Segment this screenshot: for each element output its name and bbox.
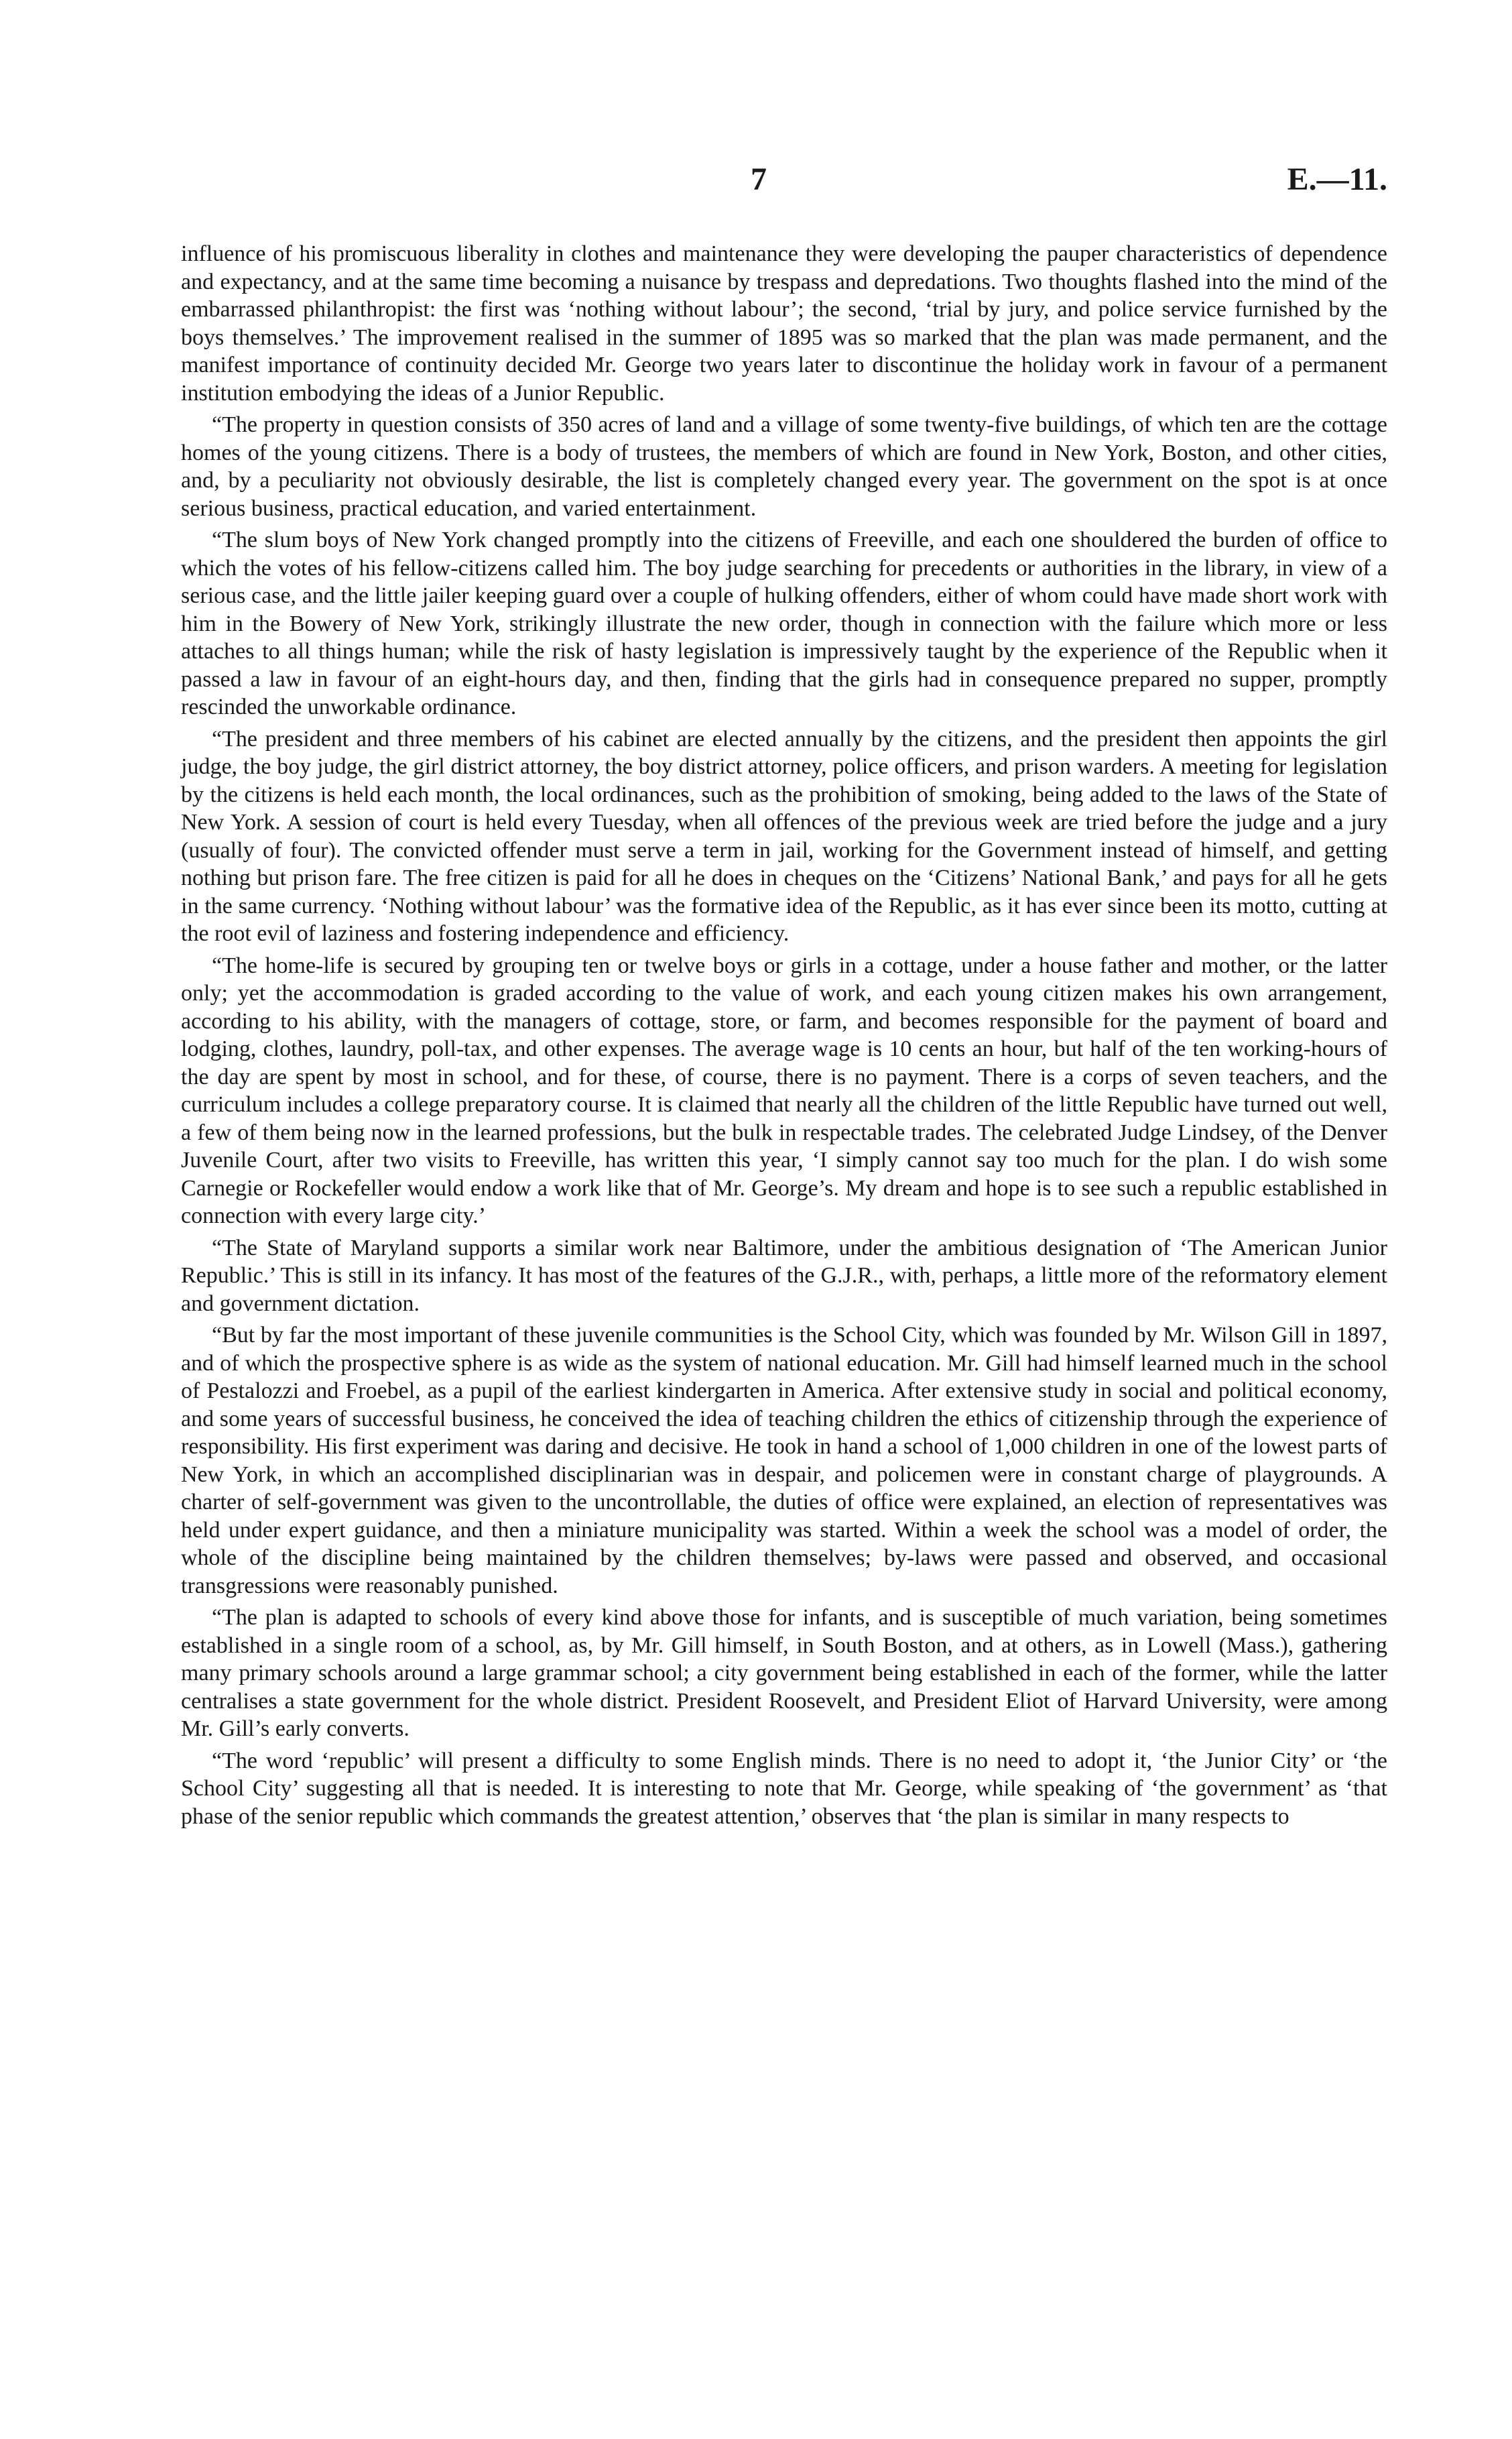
paragraph-7: “But by far the most important of these juvenile communities is the School City, which was founded by Mr. Wilson Gill in 1897, and of which the prospective sphere is as wide as the system of national education. Mr. Gill had himself learned much in the school of Pestalozzi and Froebel, as a pupil of the earliest kindergarten in America. After extensive study in social and political economy, and some years of successful business, he conceived the idea of teaching children the ethics of citizenship through the experience of responsibility. His first experiment was daring and decisive. He took in hand a school of 1,000 children in one of the lowest parts of New York, in which an accomplished disciplinarian was in despair, and policemen were in constant charge of playgrounds. A charter of self-government was given to the uncontrollable, the duties of office were explained, an election of representatives was held under expert guidance, and then a miniature municipality was started. Within a week the school was a model of order, the whole of the discipline being maintained by the children themselves; by-laws were passed and observed, and occasional transgressions were reasonably punished. [181,1323,1387,1598]
paragraph-6: “The State of Maryland supports a similar work near Baltimore, under the ambitious designation of ‘The American Junior Republic.’ This is still in its infancy. It has most of the features of the G.J.R., with, perhaps, a little more of the reformatory element and government dictation. [181,1235,1387,1316]
report-code: E.—11. [1287,162,1387,197]
paragraph-5: “The home-life is secured by grouping ten or twelve boys or girls in a cottage, under a house father and mother, or the latter only; yet the accommodation is graded according to the value of work, and each young citizen makes his own arrangement, according to his ability, with the managers of cottage, store, or farm, and becomes responsible for the payment of board and lodging, clothes, laundry, poll-tax, and other expenses. The average wage is 10 cents an hour, but half of the ten working-hours of the day are spent by most in school, and for these, of course, there is no payment. There is a corps of seven teachers, and the curriculum includes a college preparatory course. It is claimed that nearly all the children of the little Republic have turned out well, a few of them being now in the learned professions, but the bulk in respectable trades. The celebrated Judge Lindsey, of the Denver Juvenile Court, after two visits to Freeville, has written this year, ‘I simply cannot say too much for the plan. I do wish some Carnegie or Rockefeller would endow a work like that of Mr. George’s. My dream and hope is to see such a republic established in connection with every large city.’ [181,953,1387,1228]
paragraph-3: “The slum boys of New York changed promptly into the citizens of Freeville, and each one shouldered the burden of office to which the votes of his fellow-citizens called him. The boy judge searching for precedents or authorities in the library, in view of a serious case, and the little jailer keeping guard over a couple of hulking offenders, either of whom could have made short work with him in the Bowery of New York, strikingly illustrate the new order, though in connection with the failure which more or less attaches to all things human; while the risk of hasty legislation is impressively taught by the experience of the Republic when it passed a law in favour of an eight-hours day, and then, finding that the girls had in consequence prepared no supper, promptly rescinded the unworkable ordinance. [181,528,1387,719]
paragraph-9: “The word ‘republic’ will present a difficulty to some English minds. There is no need to adopt it, ‘the Junior City’ or ‘the School City’ suggesting all that is needed. It is interesting to note that Mr. George, while speaking of ‘the government’ as ‘that phase of the senior republic which commands the greatest attention,’ observes that ‘the plan is similar in many respects to [181,1748,1387,1829]
paragraph-1: influence of his promiscuous liberality in clothes and maintenance they were developing the pauper characteristics of dependence and expectancy, and at the same time becoming a nuisance by trespass and depredations. Two thoughts flashed into the mind of the embarrassed philanthropist: the first was ‘nothing without labour’; the second, ‘trial by jury, and police service furnished by the boys themselves.’ The improvement realised in the summer of 1895 was so marked that the plan was made permanent, and the manifest importance of continuity decided Mr. George two years later to discontinue the holiday work in favour of a permanent institution embodying the ideas of a Junior Republic. [181,241,1387,406]
body-text [181,240,1387,1830]
page-header [181,161,1387,208]
paragraph-8: “The plan is adapted to schools of every kind above those for infants, and is susceptible of much variation, being sometimes established in a single room of a school, as, by Mr. Gill himself, in South Boston, and at others, as in Lowell (Mass.), gathering many primary schools around a large grammar school; a city government being established in each of the former, while the latter centralises a state government for the whole district. President Roosevelt, and President Eliot of Harvard University, were among Mr. Gill’s early converts. [181,1605,1387,1741]
paragraph-4: “The president and three members of his cabinet are elected annually by the citizens, and the president then appoints the girl judge, the boy judge, the girl district attorney, the boy district attorney, police officers, and prison warders. A meeting for legislation by the citizens is held each month, the local ordinances, such as the prohibition of smoking, being added to the laws of the State of New York. A session of court is held every Tuesday, when all offences of the previous week are tried before the judge and a jury (usually of four). The convicted offender must serve a term in jail, working for the Government instead of himself, and getting nothing but prison fare. The free citizen is paid for all he does in cheques on the ‘Citizens’ National Bank,’ and pays for all he gets in the same currency. ‘Nothing without labour’ was the formative idea of the Republic, as it has ever since been its motto, cutting at the root evil of laziness and fostering independence and efficiency. [181,726,1387,946]
document-page [181,161,1387,1834]
paragraph-2: “The property in question consists of 350 acres of land and a village of some twenty-five buildings, of which ten are the cottage homes of the young citizens. There is a body of trustees, the members of which are found in New York, Boston, and other cities, and, by a peculiarity not obviously desirable, the list is completely changed every year. The government on the spot is at once serious business, practical education, and varied entertainment. [181,412,1387,521]
page-number: 7 [751,162,767,197]
